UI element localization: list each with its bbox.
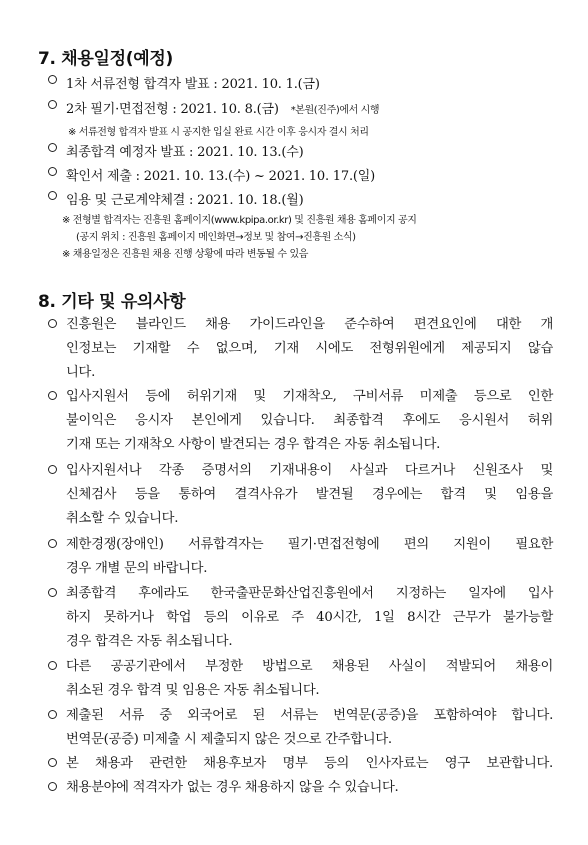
- circle-bullet-icon: [48, 539, 57, 548]
- notice-item: [48, 704, 553, 752]
- notice-item: [48, 313, 553, 385]
- notice-line: 하지 못하거나 학업 등의 이유로 주 40시간, 1일 8시간 근무가 불가능할: [66, 610, 553, 625]
- notice-line: 진흥원은 블라인드 채용 가이드라인을 준수하여 편견요인에 대한 개: [66, 317, 553, 332]
- notice-item: [48, 385, 553, 457]
- notice-line: 본 채용과 관련한 채용후보자 명부 등의 인사자료는 영구 보관합니다.: [66, 756, 553, 771]
- notice-line: 다른 공공기관에서 부정한 방법으로 채용된 사실이 적발되어 채용이: [66, 659, 553, 674]
- section-7-heading: 7. 채용일정(예정): [38, 49, 173, 69]
- notice-item: [48, 582, 553, 654]
- notice-line: 번역문(공증) 미제출 시 제출되지 않은 것으로 간주합니다.: [66, 732, 392, 747]
- notice-line: 신체검사 등을 통하여 결격사유가 발견될 경우에는 합격 및 임용을: [66, 487, 553, 502]
- circle-bullet-icon: [48, 710, 57, 719]
- notice-item: [48, 655, 553, 703]
- circle-bullet-icon: [48, 661, 57, 670]
- schedule-note: (공지 위치 : 진흥원 홈페이지 메인화면→정보 및 참여→진흥원 소식): [76, 232, 356, 243]
- circle-bullet-icon: [48, 465, 57, 474]
- notice-line: 경우 개별 문의 바랍니다.: [66, 561, 208, 576]
- schedule-note: ※ 전형별 합격자는 진흥원 홈페이지(www.kpipa.or.kr) 및 진흥원 채용 홈페이지 공지: [62, 215, 417, 226]
- circle-bullet-icon: [48, 75, 57, 84]
- circle-bullet-icon: [48, 782, 57, 791]
- circle-bullet-icon: [48, 391, 57, 400]
- notice-line: 제한경쟁(장애인) 서류합격자는 필기·면접전형에 편의 지원이 필요한: [66, 537, 553, 552]
- schedule-item-text: 임용 및 근로계약체결 : 2021. 10. 18.(월): [66, 193, 304, 208]
- notice-line: 입사지원서나 각종 증명서의 기재내용이 사실과 다르거나 신원조사 및: [66, 463, 553, 478]
- circle-bullet-icon: [48, 588, 57, 597]
- notice-line: 불이익은 응시자 본인에게 있습니다. 최종합격 후에도 응시원서 허위: [66, 413, 553, 428]
- notice-line: 입사지원서 등에 허위기재 및 기재착오, 구비서류 미제출 등으로 인한: [66, 389, 553, 404]
- circle-bullet-icon: [48, 100, 57, 109]
- notice-line: 기재 또는 기재착오 사항이 발견되는 경우 합격은 자동 취소됩니다.: [66, 437, 441, 452]
- circle-bullet-icon: [48, 191, 57, 200]
- absence-note: ※ 서류전형 합격자 발표 시 공지한 입실 완료 시간 이후 응시자 결시 처리: [68, 127, 369, 138]
- schedule-item-text: 1차 서류전형 합격자 발표 : 2021. 10. 1.(금): [66, 77, 320, 92]
- circle-bullet-icon: [48, 143, 57, 152]
- notice-item: [48, 459, 553, 531]
- notice-line: 취소된 경우 합격 및 임용은 자동 취소됩니다.: [66, 683, 320, 698]
- notice-item: [48, 533, 553, 581]
- section-8-heading: 8. 기타 및 유의사항: [38, 292, 186, 312]
- notice-item: [48, 776, 553, 800]
- schedule-item-line: [66, 98, 379, 117]
- notice-line: 인정보는 기재할 수 없으며, 기재 시에도 전형위원에게 제공되지 않습: [66, 341, 553, 356]
- notice-item: [48, 752, 553, 776]
- circle-bullet-icon: [48, 319, 57, 328]
- notice-line: 제출된 서류 중 외국어로 된 서류는 번역문(공증)을 포함하여야 합니다.: [66, 708, 553, 723]
- notice-line: 니다.: [66, 365, 96, 380]
- schedule-item-text: 최종합격 예정자 발표 : 2021. 10. 13.(수): [66, 145, 304, 160]
- circle-bullet-icon: [48, 758, 57, 767]
- notice-line: 채용분야에 적격자가 없는 경우 채용하지 않을 수 있습니다.: [66, 780, 399, 795]
- notice-line: 경우 합격은 자동 취소됩니다.: [66, 634, 233, 649]
- notice-line: 취소할 수 있습니다.: [66, 511, 179, 526]
- notice-line: 최종합격 후에라도 한국출판문화산업진흥원에서 지정하는 일자에 입사: [66, 586, 553, 601]
- location-note: *본원(진주)에서 시행: [290, 105, 380, 116]
- schedule-item-text: 확인서 제출 : 2021. 10. 13.(수) ~ 2021. 10. 17.(일): [66, 169, 375, 184]
- schedule-note: ※ 채용일정은 진흥원 채용 진행 상황에 따라 변동될 수 있음: [62, 249, 308, 260]
- circle-bullet-icon: [48, 167, 57, 176]
- schedule-item-text: 2차 필기·면접전형 : 2021. 10. 8.(금): [66, 102, 279, 117]
